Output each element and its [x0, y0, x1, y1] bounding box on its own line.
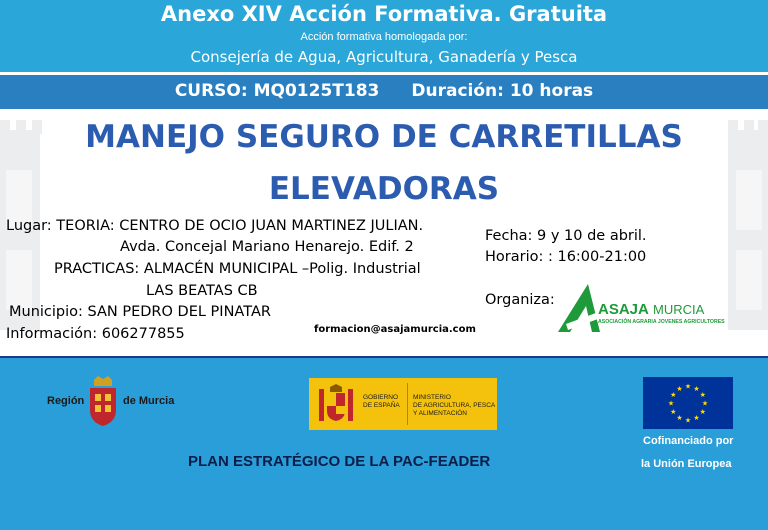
eu-star: ★ — [699, 408, 706, 416]
annex-title: Anexo XIV Acción Formativa. Gratuita — [160, 2, 608, 26]
place-line4: LAS BEATAS CB — [146, 283, 258, 299]
email-address: formacion@asajamurcia.com — [314, 324, 476, 335]
logo-divider — [407, 383, 408, 425]
course-duration: Duración: 10 horas — [411, 81, 594, 101]
spain-coat-of-arms-icon — [315, 383, 357, 425]
murcia-crest-icon — [86, 374, 120, 428]
information-phone: Información: 606277855 — [6, 326, 185, 342]
plan-title: PLAN ESTRATÉGICO DE LA PAC-FEADER — [188, 453, 491, 470]
gov-line1: GOBIERNO — [363, 394, 399, 401]
asaja-murcia-logo — [556, 280, 756, 336]
region-label-left: Región — [47, 395, 85, 407]
asaja-name-bold: ASAJA — [598, 301, 649, 318]
organizer-label: Organiza: — [485, 292, 555, 308]
header-banner — [0, 0, 768, 72]
region-label-right: de Murcia — [123, 395, 175, 407]
ministry-name: Consejería de Agua, Agricultura, Ganadería y Pesca — [190, 48, 578, 66]
course-band — [0, 75, 768, 109]
eu-star: ★ — [676, 384, 683, 393]
asaja-name-light: MURCIA — [653, 302, 705, 317]
eu-star: ★ — [670, 408, 677, 416]
place-line1: Lugar: TEORIA: CENTRO DE OCIO JUAN MARTINEZ JULIAN. — [6, 218, 424, 234]
eu-flag-icon — [643, 377, 733, 429]
gov-line2: DE ESPAÑA — [363, 402, 400, 409]
eu-star: ★ — [676, 414, 683, 423]
course-code: CURSO: MQ0125T183 — [174, 81, 380, 101]
eu-star: ★ — [667, 399, 675, 408]
course-title-line1: MANEJO SEGURO DE CARRETILLAS — [85, 119, 683, 155]
date: Fecha: 9 y 10 de abril. — [485, 228, 647, 244]
cofinanced-line1: Cofinanciado por — [643, 435, 734, 447]
eu-star: ★ — [684, 416, 692, 425]
spain-government-logo — [309, 378, 497, 430]
min-line1: MINISTERIO — [413, 394, 451, 401]
eu-star: ★ — [693, 414, 700, 423]
municipality: Municipio: SAN PEDRO DEL PINATAR — [9, 304, 271, 320]
homologated-label: Acción formativa homologada por: — [300, 31, 468, 43]
eu-star: ★ — [684, 382, 692, 391]
course-title-line2: ELEVADORAS — [268, 171, 500, 207]
min-line2: DE AGRICULTURA, PESCA — [413, 402, 496, 409]
min-line3: Y ALIMENTACIÓN — [413, 410, 467, 417]
place-line3: PRACTICAS: ALMACÉN MUNICIPAL –Polig. Industrial — [54, 261, 421, 277]
schedule: Horario: : 16:00-21:00 — [485, 249, 647, 265]
eu-star: ★ — [699, 391, 706, 399]
eu-star: ★ — [701, 399, 709, 408]
eu-star: ★ — [693, 384, 700, 393]
cofinanced-line2: la Unión Europea — [641, 458, 732, 470]
asaja-subtitle: ASOCIACIÓN AGRARIA JOVENES AGRICULTORES — [598, 319, 725, 325]
place-line2: Avda. Concejal Mariano Henarejo. Edif. 2 — [120, 239, 414, 255]
eu-star: ★ — [670, 391, 677, 399]
